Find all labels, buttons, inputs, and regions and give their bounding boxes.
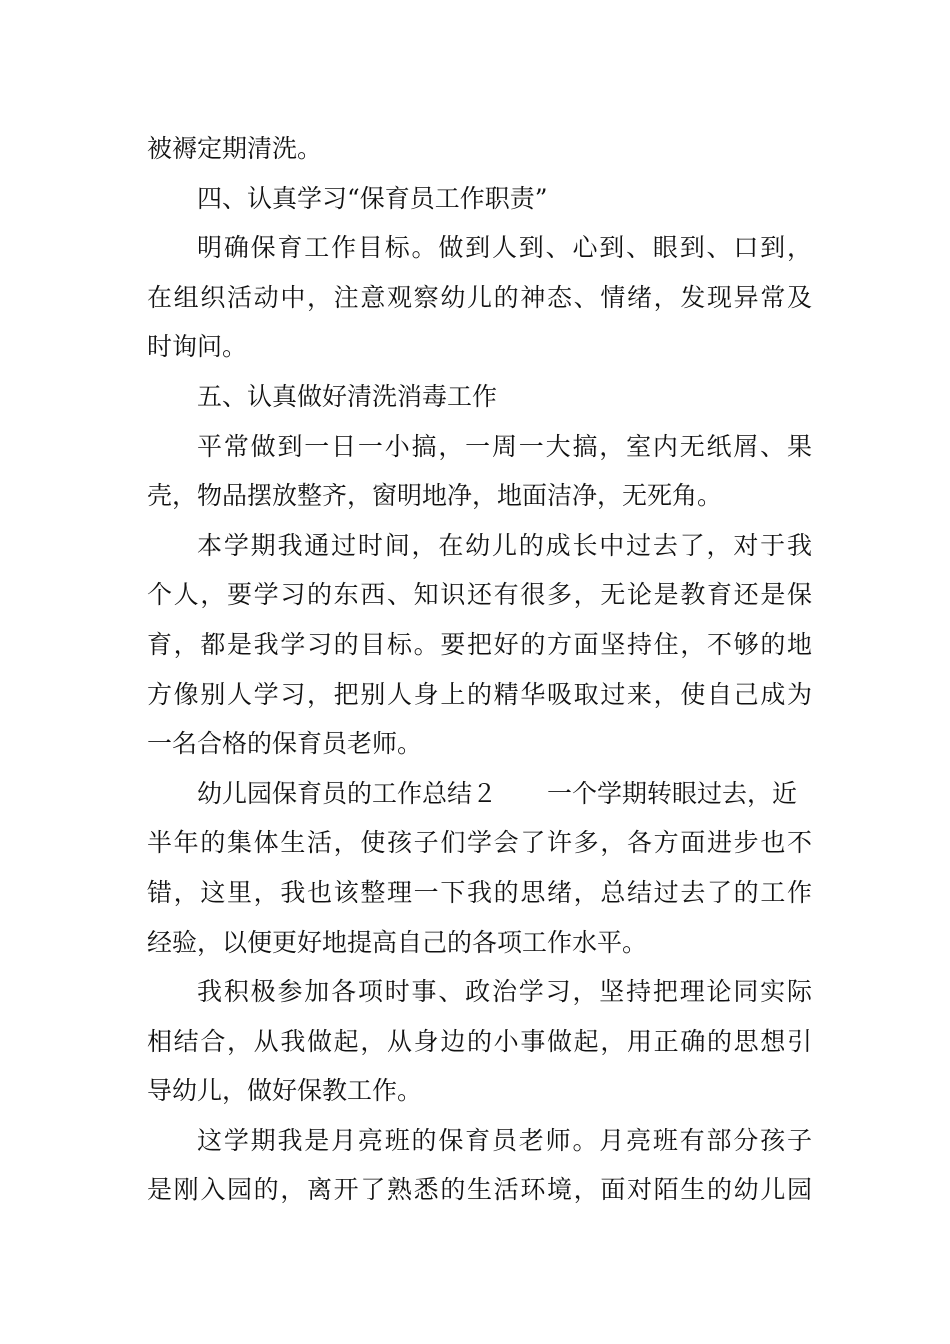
section-heading: 五、认真做好清洗消毒工作 <box>197 381 498 411</box>
text-line: 在组织活动中，注意观察幼儿的神态、情绪，发现异常及 <box>147 282 812 312</box>
text-line: 是刚入园的，离开了熟悉的生活环境，面对陌生的幼儿园 <box>147 1175 812 1205</box>
text-line: 经验，以便更好地提高自己的各项工作水平。 <box>147 927 648 957</box>
text-line: 育，都是我学习的目标。要把好的方面坚持住，不够的地 <box>147 629 812 659</box>
text-line: 被褥定期清洗。 <box>147 134 323 163</box>
text-line: 一名合格的保育员老师。 <box>147 729 423 759</box>
text-line: 个人，要学习的东西、知识还有很多，无论是教育还是保 <box>147 580 812 610</box>
text-line: 我积极参加各项时事、政治学习，坚持把理论同实际 <box>197 977 812 1007</box>
text-line: 这学期我是月亮班的保育员老师。月亮班有部分孩子 <box>197 1125 812 1155</box>
text-line: 方像别人学习，把别人身上的精华吸取过来，使自己成为 <box>147 679 812 709</box>
text-line: 本学期我通过时间，在幼儿的成长中过去了，对于我 <box>197 530 812 560</box>
text-line: 半年的集体生活，使孩子们学会了许多，各方面进步也不 <box>147 828 812 858</box>
text-line: 平常做到一日一小搞，一周一大搞，室内无纸屑、果 <box>197 431 812 461</box>
text-line: 导幼儿，做好保教工作。 <box>147 1076 423 1106</box>
section-heading: 四、认真学习“保育员工作职责” <box>197 183 548 213</box>
text-line: 壳，物品摆放整齐，窗明地净，地面洁净，无死角。 <box>147 481 723 511</box>
document-body <box>147 124 812 1215</box>
text-line: 错，这里，我也该整理一下我的思绪，总结过去了的工作 <box>147 877 812 907</box>
text-line: 幼儿园保育员的工作总结２ 一个学期转眼过去，近 <box>197 778 798 808</box>
text-line: 时询问。 <box>147 332 248 362</box>
text-line: 相结合，从我做起，从身边的小事做起，用正确的思想引 <box>147 1026 812 1056</box>
text-line: 明确保育工作目标。做到人到、心到、眼到、口到， <box>197 233 812 263</box>
